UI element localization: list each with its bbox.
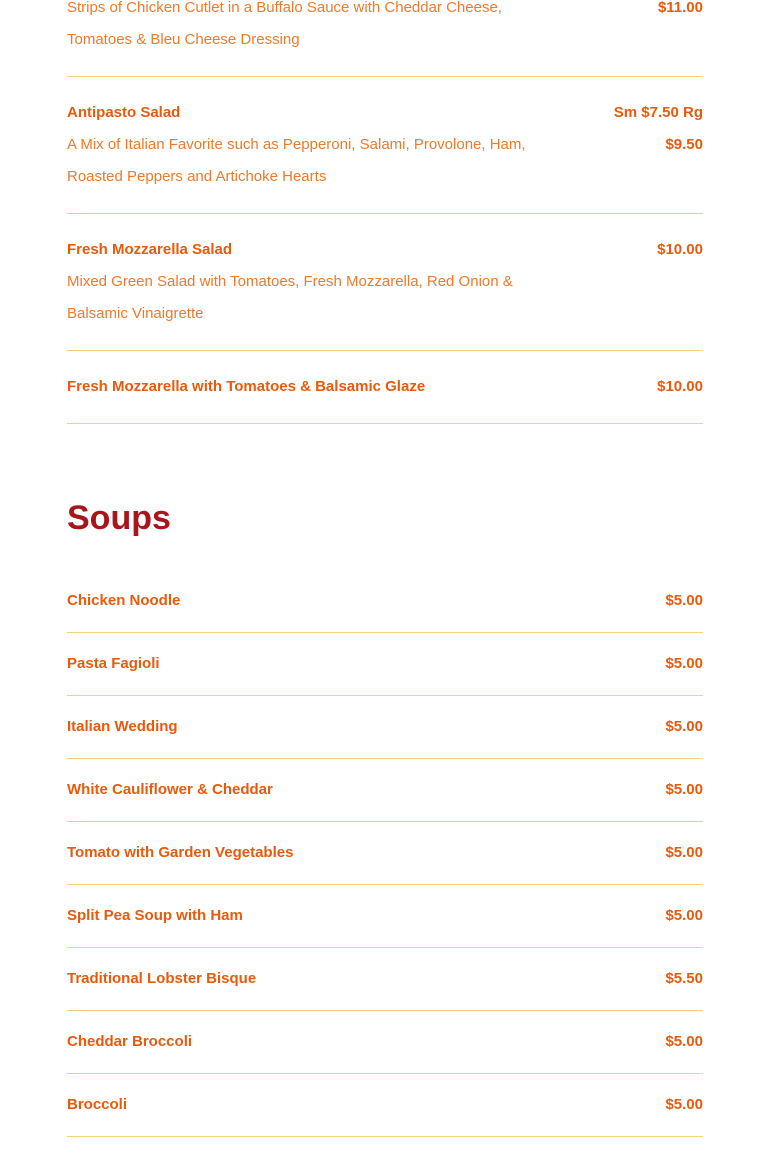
menu-item-name: Antipasto Salad	[67, 104, 181, 121]
soup-item-row	[67, 779, 703, 801]
soup-item-row	[67, 968, 703, 990]
soup-item	[67, 1094, 703, 1137]
menu-item-text	[67, 371, 425, 403]
menu-content	[67, 0, 703, 1157]
soup-item-name: Pasta Fagioli	[67, 655, 160, 672]
menu-item-row	[67, 0, 703, 56]
soup-item	[67, 842, 703, 885]
soup-item-price: $5.00	[665, 655, 703, 672]
soup-item-name: Tomato with Garden Vegetables	[67, 844, 294, 861]
soup-item-price: $5.00	[665, 1033, 703, 1050]
menu-item	[67, 371, 703, 424]
soup-item-row	[67, 842, 703, 864]
menu-item-prices	[658, 0, 703, 24]
soup-item	[67, 590, 703, 633]
soup-item-price: $5.00	[665, 1096, 703, 1113]
soup-item-row	[67, 716, 703, 738]
soup-item-name: Broccoli	[67, 1096, 128, 1113]
soup-item-price: $5.00	[665, 781, 703, 798]
soup-item-name: Split Pea Soup with Ham	[67, 907, 243, 924]
soup-item	[67, 968, 703, 1011]
soup-item-price: $5.00	[665, 907, 703, 924]
soup-item	[67, 779, 703, 822]
menu-item-description: Mixed Green Salad with Tomatoes, Fresh Mozzarella, Red Onion & Balsamic Vinaigrette	[67, 273, 513, 322]
menu-item-text	[67, 97, 547, 193]
menu-item-name: Fresh Mozzarella Salad	[67, 241, 233, 258]
section-title-soups: Soups	[67, 499, 171, 537]
menu-item-row	[67, 234, 703, 330]
soup-item-price: $5.00	[665, 844, 703, 861]
soup-item-name: Cheddar Broccoli	[67, 1033, 193, 1050]
soup-item-name: White Cauliflower & Cheddar	[67, 781, 273, 798]
soup-item	[67, 1031, 703, 1074]
soup-item-row	[67, 905, 703, 927]
soup-item-row	[67, 653, 703, 675]
menu-item-text	[67, 0, 547, 56]
salads-list	[67, 0, 703, 424]
menu-item-price: $10.00	[657, 241, 703, 258]
soup-item-name: Traditional Lobster Bisque	[67, 970, 257, 987]
menu-item-price: $10.00	[657, 378, 703, 395]
menu-item-description: A Mix of Italian Favorite such as Pepperoni, Salami, Provolone, Ham, Roasted Peppers and Artichoke Hearts	[67, 136, 526, 185]
menu-item-prices	[657, 234, 703, 266]
soup-item	[67, 905, 703, 948]
menu-item-price: $11.00	[657, 0, 703, 16]
soup-item	[67, 716, 703, 759]
soup-item-price: $5.00	[665, 592, 703, 609]
soup-item-row	[67, 1094, 703, 1116]
menu-item-prices	[614, 97, 703, 161]
soup-item-row	[67, 590, 703, 612]
menu-item	[67, 234, 703, 351]
soup-item-price: $5.50	[665, 970, 703, 987]
menu-item-prices	[657, 371, 703, 403]
soup-item-row	[67, 1031, 703, 1053]
menu-item-name: Fresh Mozzarella with Tomatoes & Balsamic Glaze	[67, 378, 426, 395]
soups-list	[67, 590, 703, 1137]
menu-item	[67, 0, 703, 77]
soup-item	[67, 653, 703, 696]
menu-item-price: $9.50	[665, 136, 703, 153]
soup-item-name: Chicken Noodle	[67, 592, 181, 609]
menu-item-text	[67, 234, 547, 330]
soup-item-price: $5.00	[665, 718, 703, 735]
menu-item	[67, 97, 703, 214]
menu-item-row	[67, 97, 703, 193]
menu-item-row	[67, 371, 703, 403]
menu-item-description: Strips of Chicken Cutlet in a Buffalo Sauce with Cheddar Cheese, Tomatoes & Bleu Cheese Dressing	[67, 0, 502, 48]
soup-item-name: Italian Wedding	[67, 718, 178, 735]
menu-item-price: Sm $7.50 Rg	[613, 104, 703, 121]
